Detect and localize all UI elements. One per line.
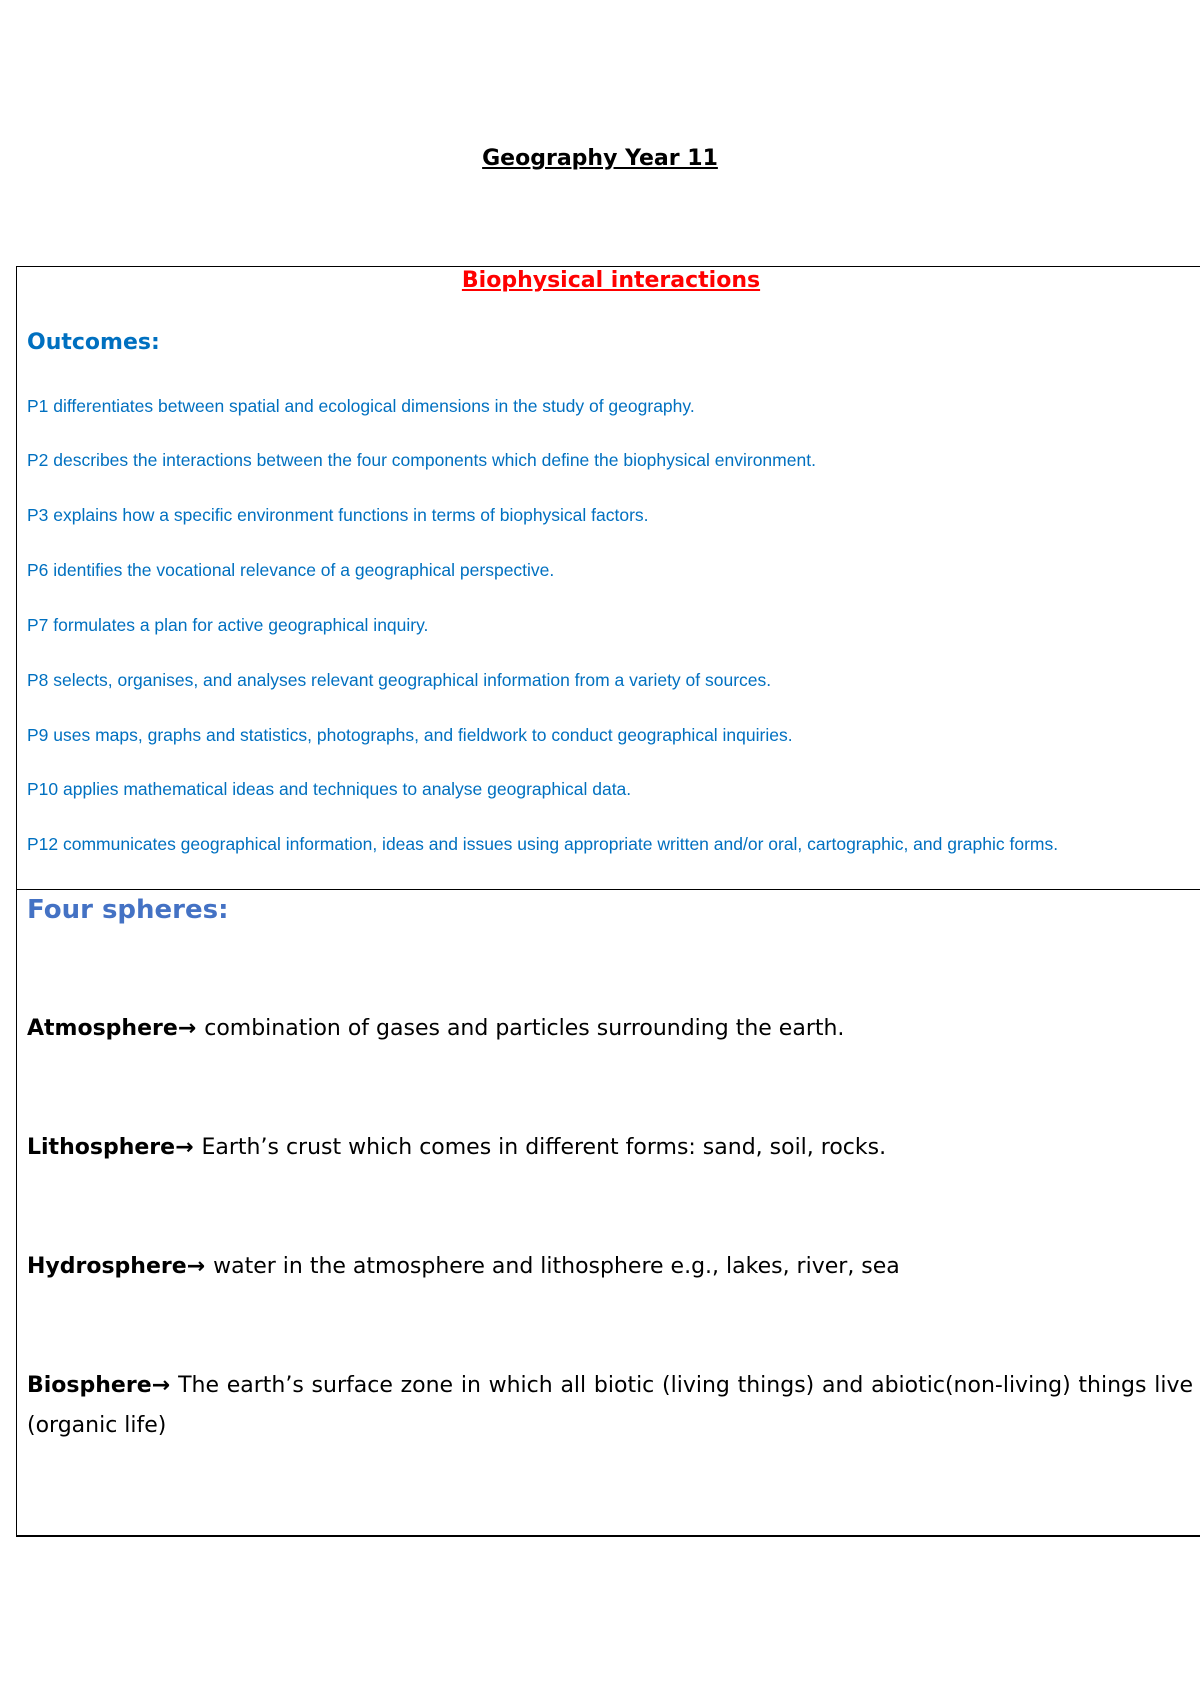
outcomes-heading: Outcomes: [27, 330, 160, 355]
outcome-item: P2 describes the interactions between the four components which define the biophysical environment. [27, 450, 816, 470]
sphere-definition [27, 1247, 1193, 1287]
sphere-definition [27, 1128, 1193, 1168]
outcome-item: P3 explains how a specific environment functions in terms of biophysical factors. [27, 505, 649, 525]
outcome-item: P7 formulates a plan for active geographical inquiry. [27, 615, 429, 635]
sphere-term: Atmosphere [27, 1016, 178, 1041]
arrow-right-icon: → [186, 1254, 206, 1279]
sphere-definition [27, 1009, 1193, 1049]
sphere-description: Earth’s crust which comes in different forms: sand, soil, rocks. [201, 1135, 887, 1160]
sphere-description: water in the atmosphere and lithosphere e.g., lakes, river, sea [213, 1254, 900, 1279]
sphere-term: Biosphere [27, 1373, 152, 1398]
outcome-item: P8 selects, organises, and analyses relevant geographical information from a variety of sources. [27, 670, 772, 690]
outcome-item: P12 communicates geographical information, ideas and issues using appropriate written and/or oral, cartographic, and graphic forms. [27, 834, 1059, 854]
sphere-term: Hydrosphere [27, 1254, 187, 1279]
section-title: Biophysical interactions [461, 268, 761, 293]
outcome-item: P9 uses maps, graphs and statistics, photographs, and fieldwork to conduct geographical inquiries. [27, 725, 793, 745]
arrow-right-icon: → [175, 1135, 194, 1160]
document-title: Geography Year 11 [482, 146, 718, 171]
spheres-heading: Four spheres: [27, 895, 229, 925]
arrow-right-icon: → [151, 1373, 171, 1398]
outcome-item: P10 applies mathematical ideas and techniques to analyse geographical data. [27, 779, 632, 799]
arrow-right-icon: → [177, 1016, 197, 1041]
sphere-description: The earth’s surface zone in which all biotic (living things) and abiotic(non-living) things live (organic life) [27, 1373, 1193, 1438]
sphere-description: combination of gases and particles surrounding the earth. [204, 1016, 845, 1041]
sphere-definition [27, 1366, 1193, 1446]
sphere-term: Lithosphere [27, 1135, 176, 1160]
outcome-item: P1 differentiates between spatial and ecological dimensions in the study of geography. [27, 396, 695, 416]
outcome-item: P6 identifies the vocational relevance of a geographical perspective. [27, 560, 555, 580]
